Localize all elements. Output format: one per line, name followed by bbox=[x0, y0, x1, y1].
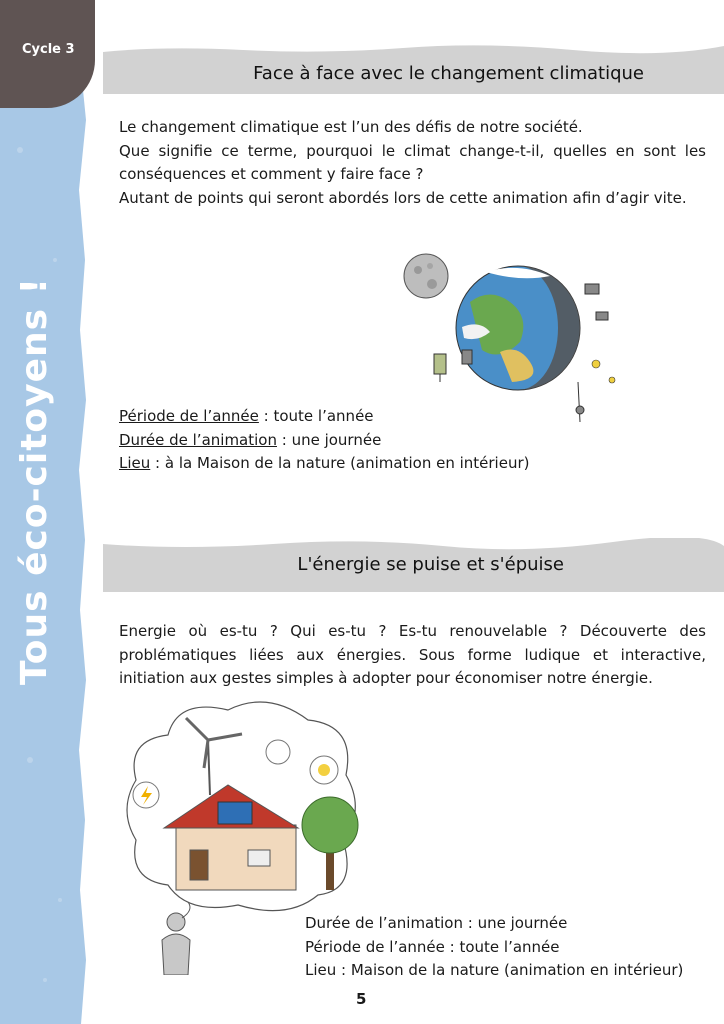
section-1-info bbox=[119, 405, 529, 476]
section-2-info-duration: Durée de l’animation : une journée bbox=[305, 914, 568, 932]
section-1-info-location: Lieu : à la Maison de la nature (animation en intérieur) bbox=[119, 454, 530, 472]
section-2-header bbox=[103, 538, 724, 588]
section-2-info-location: Lieu : Maison de la nature (animation en intérieur) bbox=[305, 961, 684, 979]
section-1-description bbox=[119, 116, 706, 210]
section-2-info bbox=[305, 912, 683, 983]
section-2-description bbox=[119, 620, 706, 691]
section-2-info-period: Période de l’année : toute l’année bbox=[305, 937, 560, 956]
section-1-info-period: Période de l’année : toute l’année bbox=[119, 407, 374, 425]
vertical-section-title: Tous éco-citoyens ! bbox=[14, 276, 55, 685]
cycle-tab bbox=[0, 0, 95, 108]
section-1-paragraph-2: Que signifie ce terme, pourquoi le climat change-t-il, quelles en sont les conséquences et comment y faire face ? bbox=[119, 141, 706, 183]
page-number: 5 bbox=[356, 990, 367, 1008]
section-1-paragraph-3: Autant de points qui seront abordés lors de cette animation afin d’agir vite. bbox=[119, 188, 687, 207]
section-1-paragraph-1: Le changement climatique est l’un des défis de notre société. bbox=[119, 118, 583, 136]
section-2-title: L'énergie se puise et s'épuise bbox=[297, 554, 564, 575]
section-1-header bbox=[103, 44, 724, 94]
earth-climate-illustration bbox=[400, 232, 640, 431]
section-1-info-duration: Durée de l’animation : une journée bbox=[119, 430, 382, 449]
cycle-label: Cycle 3 bbox=[22, 42, 75, 57]
section-2-paragraph: Energie où es-tu ? Qui es-tu ? Es-tu renouvelable ? Découverte des problématiques liées aux énergies. Sous forme ludique et interactive, initiation aux gestes simples à adopter pour économiser notre énergie. bbox=[119, 622, 706, 687]
section-1-title: Face à face avec le changement climatique bbox=[253, 63, 644, 84]
